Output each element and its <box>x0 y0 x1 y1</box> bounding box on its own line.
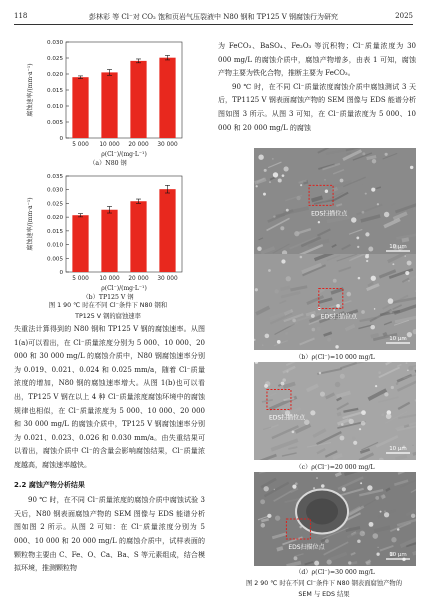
sem-particle <box>258 154 263 159</box>
sem-particle <box>342 487 346 491</box>
tp125v-xtick-label: 5 000 <box>72 276 89 282</box>
sem-particle <box>333 309 335 311</box>
sem-particle <box>356 237 359 240</box>
sem-particle <box>267 514 271 518</box>
sem-particle <box>350 367 352 369</box>
sem-panel-a <box>254 148 416 258</box>
right-paragraph-2: 90 ℃ 时，在不同 Cl⁻质量浓度腐蚀介质中腐蚀测试 3 天后，TP1125 V 钢表面腐蚀产物的 SEM 图像与 EDS 能谱分析图如图 3 所示。从图 3 可知，在 Cl⁻质量浓度为 5 000、10 000 和 20 000 mg/L 的腐蚀 <box>218 82 416 132</box>
sem-particle <box>281 259 285 263</box>
sem-subcaption-b: （b）ρ(Cl⁻)=10 000 mg/L <box>295 354 375 361</box>
sem-particle <box>361 421 366 426</box>
sem-particle <box>359 428 361 430</box>
sem-particle <box>273 216 275 218</box>
tp125v-ytick-label: 0.015 <box>46 228 63 235</box>
tp125v-ytick-label: 0.030 <box>46 187 63 194</box>
sem-particle <box>314 561 319 566</box>
sem-particle <box>371 276 376 281</box>
left-paragraph-1: 失重法计算得到的 N80 钢和 TP125 V 钢的腐蚀速率。从图 1(a)可以看出，在 Cl⁻质量浓度分别为 5 000、10 000、20 000 和 30 000 mg/L 的腐蚀介质中，N80 钢腐蚀速率分别为 0.019、0.021、0.024 和 0.025 mm/a，随着 Cl⁻质量浓度的增加，N80 钢的腐蚀速率增大。从图 1(b)也可以看出，TP125 V 钢在以上 4 种 Cl⁻质量浓度腐蚀环境中的腐蚀规律也相似，在 Cl⁻质量浓度为 5 000、10 000、20 000 和 30 000 mg/L 的腐蚀介质中，TP125 V 钢腐蚀速率分别为 0.021、0.023、0.026 和 0.030 mm/a。由失重结果可以看出，腐蚀介质中 Cl⁻的含量会影响腐蚀结果，Cl⁻质量浓度越高，腐蚀速率越快。 <box>14 325 205 469</box>
tp125v-xtick-label: 10 000 <box>99 276 120 282</box>
sem-particle <box>281 382 285 386</box>
sem-panel-b <box>254 254 416 350</box>
figure2-caption <box>226 578 422 600</box>
sem-particle <box>310 410 315 415</box>
sem-particle <box>261 523 266 528</box>
sem-particle <box>264 384 268 388</box>
sem-particle <box>286 370 288 372</box>
sem-particle <box>327 338 331 342</box>
tp125v-ytick-label: 0.005 <box>46 256 63 263</box>
sem-particle <box>316 477 318 479</box>
sem-particle <box>282 378 285 381</box>
sem-particle <box>285 332 288 335</box>
running-title: 彭林彩 等 Cl⁻对 CO₂ 饱和页岩气压裂液中 N80 钢和 TP125 V 钢腐蚀行为研究 <box>88 13 339 21</box>
sem-particle <box>286 276 291 281</box>
sem-particle <box>277 340 281 344</box>
sem-particle <box>333 279 337 283</box>
sem-particle <box>325 190 328 193</box>
sem-particle <box>272 158 274 160</box>
n80-ytick-label: 0 <box>59 136 63 142</box>
sem-particle <box>360 531 366 537</box>
figure2-caption-line2: SEM 与 EDS 结果 <box>298 591 350 598</box>
sem-particle <box>362 211 365 214</box>
tp125v-ytick-label: 0 <box>59 270 63 276</box>
sem-particle <box>408 366 413 371</box>
sem-particle <box>318 184 319 185</box>
sem-particle <box>278 178 282 182</box>
sem-particle <box>365 232 369 236</box>
sem-particle <box>384 212 389 217</box>
sem-particle <box>274 489 275 490</box>
n80-xtick-label: 10 000 <box>99 142 120 148</box>
sem-particle <box>260 499 265 504</box>
figure1-caption-line2: TP125 V 钢的腐蚀速率 <box>75 313 141 320</box>
sem-particle <box>255 288 258 291</box>
sem-particle <box>268 269 271 272</box>
sem-panel-d <box>254 472 416 566</box>
sem-particle <box>319 372 322 375</box>
sem-particle <box>384 392 388 396</box>
sem-particle <box>313 487 315 489</box>
sem-particle <box>336 304 340 308</box>
scale-bar-label: 10 μm <box>389 336 407 342</box>
figure1-caption <box>28 300 188 322</box>
sem-particle <box>361 410 366 415</box>
left-paragraph-2: 90 ℃ 时，在不同 Cl⁻质量浓度的腐蚀介质中腐蚀试验 3 天后，N80 钢表面腐蚀产物的 SEM 图像与 EDS 能谱分析图如图 2 所示。从图 2 可知：在 Cl⁻质量浓度分别为 5 000、10 000 和 20 000 mg/L 的腐蚀介质中，试样表面的颗粒物主要由 C、Fe、O、Ca、Ba、S 等元素组成，结合模拟环境，推测颗粒物 <box>14 496 205 573</box>
sem-particle <box>407 332 412 337</box>
n80-bar <box>101 72 117 138</box>
n80-ytick-label: 0.005 <box>46 120 63 126</box>
sem-subcaption-d: （d）ρ(Cl⁻)=30 000 mg/L <box>295 569 375 576</box>
sem-particle <box>386 414 392 420</box>
header-year: 2025 <box>395 12 413 20</box>
sem-particle <box>372 533 378 539</box>
sem-image-a <box>254 148 416 258</box>
sem-subcaption-c: （c）ρ(Cl⁻)=20 000 mg/L <box>295 464 375 471</box>
sem-particle <box>391 537 396 542</box>
sem-particle <box>280 226 284 230</box>
eds-scan-label: EDS扫描位点 <box>320 313 358 321</box>
sem-particle <box>295 482 298 485</box>
chart-tp125v-subcaption: （b）TP125 V 钢 <box>82 294 134 301</box>
sem-particle <box>269 181 271 183</box>
left-column-text <box>14 323 205 576</box>
n80-ytick-label: 0.010 <box>46 104 63 110</box>
tp125v-ytick-label: 0.020 <box>46 215 63 222</box>
sem-particle <box>375 385 377 387</box>
eds-scan-label: EDS扫描位点 <box>288 544 325 551</box>
sem-particle <box>408 280 409 281</box>
eds-scan-label: EDS扫描位点 <box>311 210 348 218</box>
sem-particle <box>381 413 384 416</box>
sem-particle <box>392 263 394 265</box>
tp125v-xlabel: ρ(Cl⁻)/(mg·L⁻¹) <box>101 285 147 292</box>
n80-xtick-label: 30 000 <box>157 142 178 148</box>
sem-particle <box>340 179 344 183</box>
tp125v-xtick-label: 20 000 <box>128 276 149 282</box>
sem-particle <box>388 298 394 304</box>
sem-particle <box>348 561 351 564</box>
sem-particle <box>378 371 381 374</box>
sem-particle <box>372 159 376 163</box>
chart-tp125v-svg <box>18 168 188 296</box>
sem-particle <box>292 431 295 434</box>
tp125v-ytick-label: 0.025 <box>46 201 63 208</box>
sem-particle <box>263 193 266 196</box>
n80-xlabel: ρ(Cl⁻)/(mg·L⁻¹) <box>101 151 147 158</box>
sem-particle <box>389 310 392 313</box>
sem-particle <box>273 172 278 177</box>
sem-particle <box>340 436 345 441</box>
sem-particle <box>384 512 389 517</box>
sem-particle <box>371 188 375 192</box>
sem-image-b <box>254 254 416 350</box>
chart-n80-svg <box>18 34 188 162</box>
sem-particle <box>341 423 344 426</box>
sem-panel-c <box>254 362 416 460</box>
sem-particle <box>300 256 303 259</box>
sem-particle <box>264 169 267 172</box>
sem-particle <box>324 179 325 180</box>
n80-ytick-label: 0.025 <box>46 56 63 62</box>
sem-particle <box>349 419 354 424</box>
sem-particle <box>292 484 296 488</box>
sem-particle <box>377 547 378 548</box>
sem-particle <box>377 203 379 205</box>
n80-xtick-label: 5 000 <box>72 142 89 148</box>
sem-particle <box>407 261 412 266</box>
tp125v-bar <box>159 189 175 272</box>
chart-tp125v <box>18 168 188 296</box>
sem-particle <box>300 184 302 186</box>
sem-particle <box>311 314 315 318</box>
sem-particle <box>407 370 409 372</box>
sem-particle <box>405 255 406 256</box>
sem-particle <box>296 196 300 200</box>
n80-bar <box>130 61 146 138</box>
page-number: 118 <box>14 12 28 20</box>
sem-particle <box>351 217 356 222</box>
sem-particle <box>391 386 394 389</box>
sem-particle <box>375 496 379 500</box>
scale-bar-label: 10 μm <box>389 244 407 250</box>
tp125v-bar <box>101 210 117 272</box>
sem-particle <box>365 193 367 195</box>
tp125v-bar <box>130 201 146 272</box>
sem-particle <box>321 484 325 488</box>
sem-particle <box>380 511 382 513</box>
sem-particle <box>360 482 362 484</box>
sem-particle <box>411 514 415 518</box>
sem-particle <box>412 445 414 447</box>
sem-particle <box>317 327 321 331</box>
sem-particle <box>368 247 373 252</box>
tp125v-ylabel: 腐蚀速率/(mm·a⁻¹) <box>27 197 34 251</box>
tp125v-ytick-label: 0.035 <box>46 174 63 180</box>
tp125v-ytick-label: 0.010 <box>46 242 63 249</box>
n80-ytick-label: 0.015 <box>46 88 63 94</box>
sem-particle <box>384 510 386 512</box>
sem-particle <box>292 319 296 323</box>
sem-particle <box>358 277 361 280</box>
sem-particle <box>410 166 413 169</box>
sem-particle <box>382 495 385 498</box>
sem-particle <box>366 260 368 262</box>
chart-n80-subcaption: （a）N80 钢 <box>89 160 127 167</box>
sem-particle <box>369 522 374 527</box>
section-heading: 2.2 腐蚀产物分析结果 <box>14 480 85 489</box>
sem-particle <box>374 308 376 310</box>
tp125v-xtick-label: 30 000 <box>157 276 178 282</box>
sem-particle <box>265 334 270 339</box>
header-rule <box>14 24 413 25</box>
sem-particle <box>397 528 400 531</box>
sem-particle <box>286 209 289 212</box>
scale-bar-label: 10 μm <box>389 446 407 452</box>
sem-particle <box>352 436 356 440</box>
sem-particle <box>357 539 361 543</box>
sem-particle <box>406 362 408 364</box>
n80-ylabel: 腐蚀速率/(mm·a⁻¹) <box>27 63 34 117</box>
sem-particle <box>405 271 409 275</box>
n80-xtick-label: 20 000 <box>128 142 149 148</box>
sem-particle <box>335 345 338 348</box>
running-header <box>14 12 413 26</box>
figure1-caption-line1: 图 1 90 ℃ 时在不同 Cl⁻条件下 N80 钢和 <box>48 302 168 309</box>
sem-particle <box>376 553 379 556</box>
chart-n80 <box>18 34 188 162</box>
sem-particle <box>312 328 316 332</box>
sem-particle <box>325 539 329 543</box>
scale-bar-label: 10 μm <box>389 552 407 558</box>
sem-particle <box>353 441 357 445</box>
figure2-caption-line1: 图 2 90 ℃ 时在不同 Cl⁻条件下 N80 钢表面腐蚀产物的 <box>245 580 403 587</box>
sem-particle <box>294 231 299 236</box>
tp125v-bar <box>72 215 88 272</box>
sem-particle <box>327 559 332 564</box>
sem-particle <box>320 391 325 396</box>
sem-particle <box>294 556 298 560</box>
sem-particle <box>262 344 263 345</box>
sem-particle <box>340 374 345 379</box>
n80-ytick-label: 0.020 <box>46 72 63 78</box>
sem-particle <box>361 310 365 314</box>
sem-particle <box>385 153 388 156</box>
n80-ytick-label: 0.030 <box>46 40 63 46</box>
sem-particle <box>275 515 280 520</box>
sem-particle <box>347 292 352 297</box>
sem-particle <box>282 174 285 177</box>
sem-particle <box>284 166 289 171</box>
sem-image-c <box>254 362 416 460</box>
sem-particle <box>362 152 365 155</box>
right-column-text <box>218 40 416 135</box>
n80-bar <box>159 58 175 138</box>
sem-particle <box>318 221 320 223</box>
n80-bar <box>72 77 88 138</box>
sem-particle <box>357 246 359 248</box>
sem-particle <box>257 247 261 251</box>
sem-particle <box>274 289 278 293</box>
eds-scan-label: EDS扫描位点 <box>268 414 306 422</box>
sem-particle <box>264 486 269 491</box>
sem-particle <box>396 382 399 385</box>
sem-image-d <box>254 472 416 566</box>
sem-particle <box>256 185 258 187</box>
sem-particle <box>335 382 340 387</box>
right-paragraph-1: 为 FeCO₃、BaSO₄、Fe₂O₃ 等沉积物；Cl⁻质量浓度为 30 000 mg/L 的腐蚀介质中，腐蚀产物增多，由表 1 可知，腐蚀产物主要为铁化合物，推断主要为 FeCO₃。 <box>218 42 416 78</box>
sem-particle <box>370 325 375 330</box>
sem-particle <box>367 485 372 490</box>
